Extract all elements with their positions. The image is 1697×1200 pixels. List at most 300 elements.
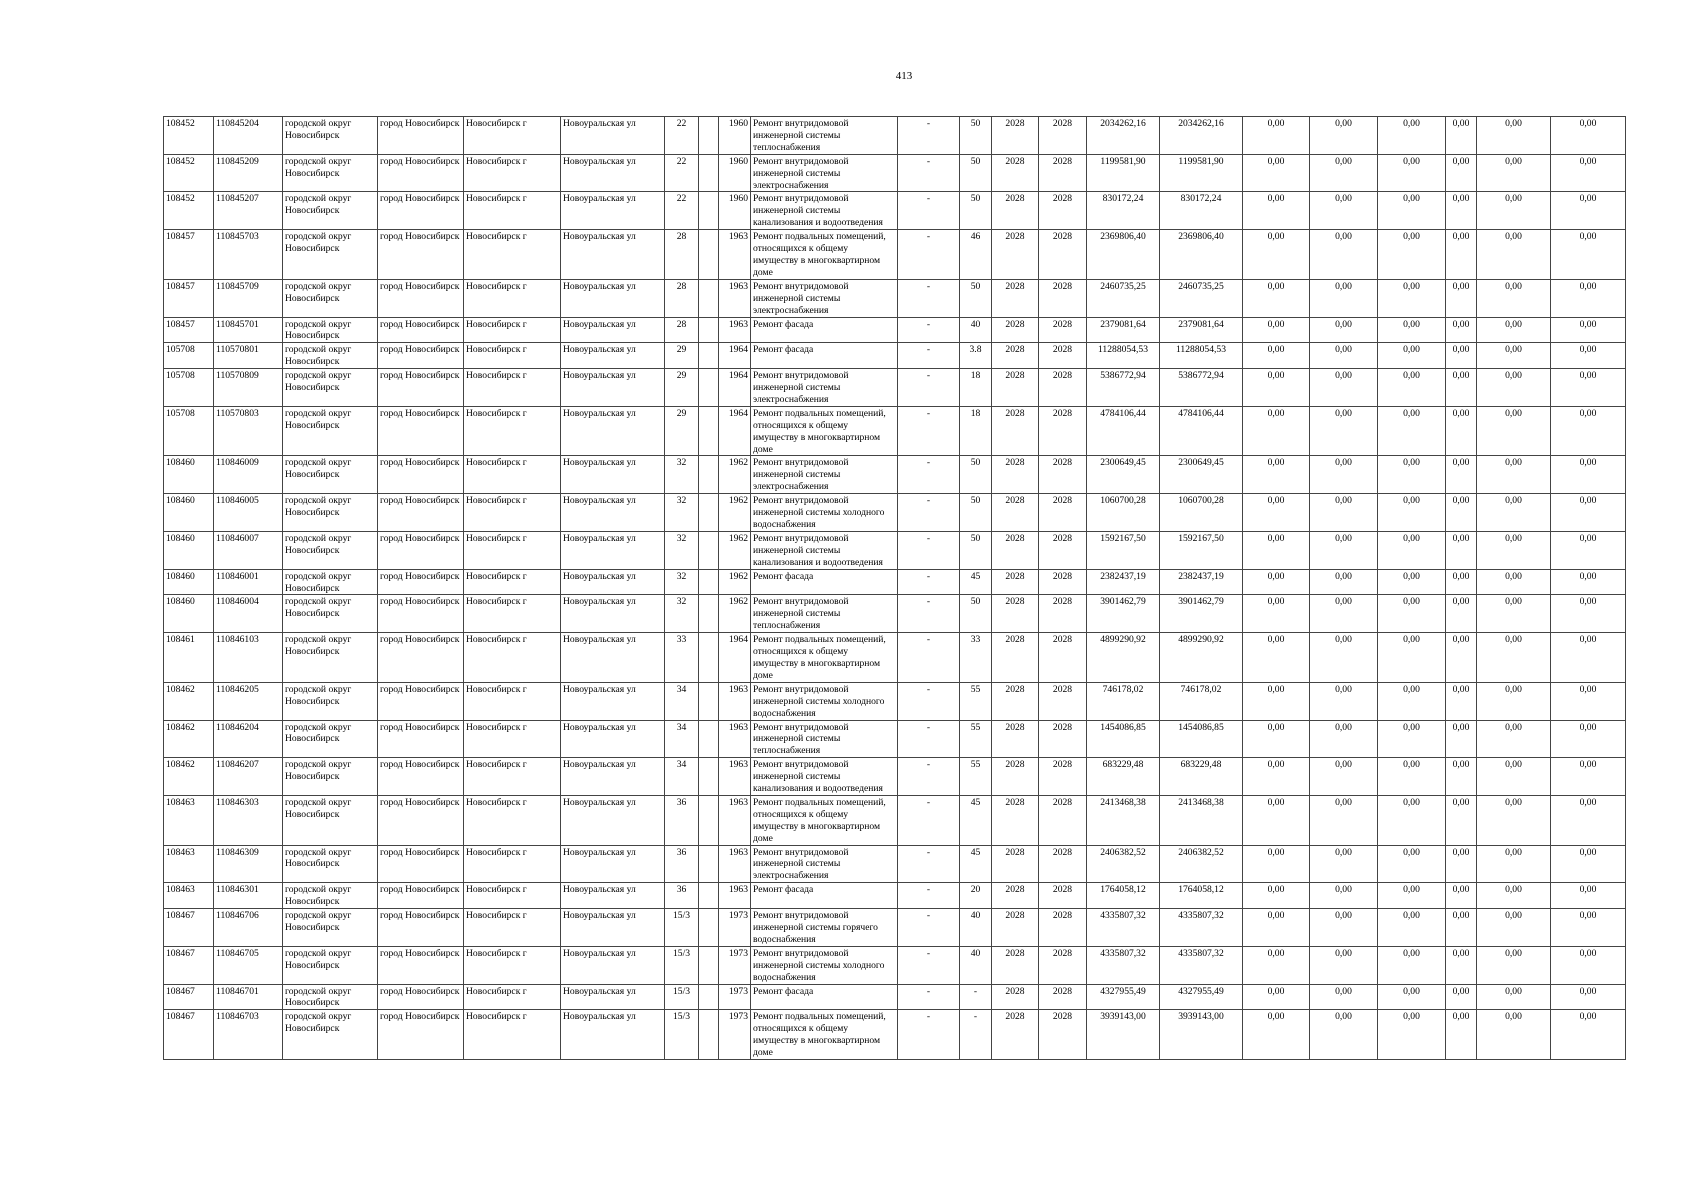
value-cell-4: 0,00 bbox=[1446, 343, 1477, 369]
cost-total-cell: 2413468,38 bbox=[1087, 795, 1160, 845]
cost-fund-cell: 4784106,44 bbox=[1160, 406, 1243, 456]
value-cell-5: 0,00 bbox=[1477, 369, 1551, 407]
house-number-cell: 15/3 bbox=[665, 909, 699, 947]
value-cell-1: 0,00 bbox=[1243, 883, 1310, 909]
wear-cell: 50 bbox=[960, 117, 992, 155]
value-cell-1: 0,00 bbox=[1243, 154, 1310, 192]
work-type-cell: Ремонт подвальных помещений, относящихся к общему имуществу в многоквартирном доме bbox=[751, 1010, 898, 1060]
value-cell-1: 0,00 bbox=[1243, 682, 1310, 720]
district-cell: городской округ Новосибирск bbox=[283, 456, 378, 494]
settlement-cell: город Новосибирск bbox=[378, 595, 464, 633]
work-type-cell: Ремонт внутридомовой инженерной системы теплоснабжения bbox=[751, 720, 898, 758]
work-id-cell: 110846303 bbox=[214, 795, 283, 845]
value-cell-1: 0,00 bbox=[1243, 117, 1310, 155]
house-id-cell: 108463 bbox=[164, 845, 214, 883]
value-cell-3: 0,00 bbox=[1378, 569, 1446, 595]
house-id-cell: 108462 bbox=[164, 758, 214, 796]
work-id-cell: 110846301 bbox=[214, 883, 283, 909]
value-cell-4: 0,00 bbox=[1446, 720, 1477, 758]
table-row bbox=[164, 117, 1626, 155]
work-type-cell: Ремонт фасада bbox=[751, 343, 898, 369]
work-type-cell: Ремонт внутридомовой инженерной системы холодного водоснабжения bbox=[751, 494, 898, 532]
value-cell-2: 0,00 bbox=[1310, 117, 1378, 155]
value-cell-3: 0,00 bbox=[1378, 456, 1446, 494]
table-row bbox=[164, 369, 1626, 407]
house-id-cell: 108457 bbox=[164, 279, 214, 317]
wear-cell: 45 bbox=[960, 569, 992, 595]
settlement-cell: город Новосибирск bbox=[378, 984, 464, 1010]
work-id-cell: 110846204 bbox=[214, 720, 283, 758]
work-id-cell: 110846009 bbox=[214, 456, 283, 494]
value-cell-2: 0,00 bbox=[1310, 406, 1378, 456]
dash-cell: - bbox=[898, 720, 960, 758]
house-id-cell: 108452 bbox=[164, 154, 214, 192]
city-cell: Новосибирск г bbox=[464, 154, 561, 192]
dash-cell: - bbox=[898, 531, 960, 569]
work-id-cell: 110846007 bbox=[214, 531, 283, 569]
house-number-cell: 34 bbox=[665, 720, 699, 758]
work-type-cell: Ремонт подвальных помещений, относящихся к общему имуществу в многоквартирном доме bbox=[751, 795, 898, 845]
work-id-cell: 110846701 bbox=[214, 984, 283, 1010]
house-letter-cell bbox=[699, 117, 719, 155]
city-cell: Новосибирск г bbox=[464, 230, 561, 280]
year-end-cell: 2028 bbox=[1039, 494, 1087, 532]
year-end-cell: 2028 bbox=[1039, 984, 1087, 1010]
dash-cell: - bbox=[898, 595, 960, 633]
city-cell: Новосибирск г bbox=[464, 1010, 561, 1060]
value-cell-4: 0,00 bbox=[1446, 845, 1477, 883]
value-cell-5: 0,00 bbox=[1477, 633, 1551, 683]
value-cell-6: 0,00 bbox=[1551, 154, 1626, 192]
dash-cell: - bbox=[898, 633, 960, 683]
build-year-cell: 1973 bbox=[719, 946, 751, 984]
work-type-cell: Ремонт внутридомовой инженерной системы электроснабжения bbox=[751, 845, 898, 883]
value-cell-2: 0,00 bbox=[1310, 1010, 1378, 1060]
value-cell-5: 0,00 bbox=[1477, 117, 1551, 155]
value-cell-4: 0,00 bbox=[1446, 569, 1477, 595]
house-id-cell: 105708 bbox=[164, 406, 214, 456]
page-number: 413 bbox=[895, 70, 913, 82]
value-cell-6: 0,00 bbox=[1551, 117, 1626, 155]
cost-total-cell: 2034262,16 bbox=[1087, 117, 1160, 155]
street-cell: Новоуральская ул bbox=[561, 317, 665, 343]
year-start-cell: 2028 bbox=[992, 154, 1039, 192]
city-cell: Новосибирск г bbox=[464, 883, 561, 909]
year-end-cell: 2028 bbox=[1039, 909, 1087, 947]
year-end-cell: 2028 bbox=[1039, 1010, 1087, 1060]
house-number-cell: 36 bbox=[665, 883, 699, 909]
work-type-cell: Ремонт фасада bbox=[751, 883, 898, 909]
house-id-cell: 108467 bbox=[164, 946, 214, 984]
wear-cell: 55 bbox=[960, 758, 992, 796]
district-cell: городской округ Новосибирск bbox=[283, 909, 378, 947]
house-number-cell: 34 bbox=[665, 682, 699, 720]
work-id-cell: 110845703 bbox=[214, 230, 283, 280]
dash-cell: - bbox=[898, 369, 960, 407]
year-start-cell: 2028 bbox=[992, 192, 1039, 230]
work-type-cell: Ремонт подвальных помещений, относящихся к общему имуществу в многоквартирном доме bbox=[751, 633, 898, 683]
house-number-cell: 33 bbox=[665, 633, 699, 683]
street-cell: Новоуральская ул bbox=[561, 845, 665, 883]
value-cell-6: 0,00 bbox=[1551, 569, 1626, 595]
value-cell-4: 0,00 bbox=[1446, 369, 1477, 407]
cost-total-cell: 4899290,92 bbox=[1087, 633, 1160, 683]
wear-cell: 55 bbox=[960, 720, 992, 758]
year-start-cell: 2028 bbox=[992, 1010, 1039, 1060]
house-letter-cell bbox=[699, 845, 719, 883]
city-cell: Новосибирск г bbox=[464, 369, 561, 407]
year-end-cell: 2028 bbox=[1039, 758, 1087, 796]
value-cell-4: 0,00 bbox=[1446, 230, 1477, 280]
table-row bbox=[164, 494, 1626, 532]
work-id-cell: 110570801 bbox=[214, 343, 283, 369]
value-cell-6: 0,00 bbox=[1551, 909, 1626, 947]
year-start-cell: 2028 bbox=[992, 758, 1039, 796]
value-cell-3: 0,00 bbox=[1378, 279, 1446, 317]
house-letter-cell bbox=[699, 946, 719, 984]
cost-fund-cell: 2382437,19 bbox=[1160, 569, 1243, 595]
wear-cell: 50 bbox=[960, 595, 992, 633]
value-cell-6: 0,00 bbox=[1551, 883, 1626, 909]
settlement-cell: город Новосибирск bbox=[378, 369, 464, 407]
district-cell: городской округ Новосибирск bbox=[283, 531, 378, 569]
table-row bbox=[164, 845, 1626, 883]
house-number-cell: 15/3 bbox=[665, 984, 699, 1010]
year-end-cell: 2028 bbox=[1039, 192, 1087, 230]
city-cell: Новосибирск г bbox=[464, 984, 561, 1010]
value-cell-4: 0,00 bbox=[1446, 406, 1477, 456]
table-row bbox=[164, 279, 1626, 317]
value-cell-6: 0,00 bbox=[1551, 595, 1626, 633]
value-cell-6: 0,00 bbox=[1551, 406, 1626, 456]
year-end-cell: 2028 bbox=[1039, 456, 1087, 494]
house-number-cell: 36 bbox=[665, 845, 699, 883]
street-cell: Новоуральская ул bbox=[561, 343, 665, 369]
value-cell-3: 0,00 bbox=[1378, 531, 1446, 569]
work-id-cell: 110570809 bbox=[214, 369, 283, 407]
cost-total-cell: 1454086,85 bbox=[1087, 720, 1160, 758]
street-cell: Новоуральская ул bbox=[561, 795, 665, 845]
wear-cell: 45 bbox=[960, 795, 992, 845]
street-cell: Новоуральская ул bbox=[561, 595, 665, 633]
build-year-cell: 1962 bbox=[719, 569, 751, 595]
value-cell-1: 0,00 bbox=[1243, 795, 1310, 845]
district-cell: городской округ Новосибирск bbox=[283, 984, 378, 1010]
district-cell: городской округ Новосибирск bbox=[283, 883, 378, 909]
house-number-cell: 22 bbox=[665, 154, 699, 192]
table-row bbox=[164, 984, 1626, 1010]
settlement-cell: город Новосибирск bbox=[378, 758, 464, 796]
house-letter-cell bbox=[699, 1010, 719, 1060]
cost-fund-cell: 1199581,90 bbox=[1160, 154, 1243, 192]
value-cell-4: 0,00 bbox=[1446, 192, 1477, 230]
house-letter-cell bbox=[699, 279, 719, 317]
value-cell-5: 0,00 bbox=[1477, 456, 1551, 494]
value-cell-4: 0,00 bbox=[1446, 633, 1477, 683]
street-cell: Новоуральская ул bbox=[561, 1010, 665, 1060]
house-letter-cell bbox=[699, 633, 719, 683]
house-id-cell: 108462 bbox=[164, 720, 214, 758]
value-cell-5: 0,00 bbox=[1477, 758, 1551, 796]
value-cell-5: 0,00 bbox=[1477, 984, 1551, 1010]
district-cell: городской округ Новосибирск bbox=[283, 682, 378, 720]
house-number-cell: 36 bbox=[665, 795, 699, 845]
value-cell-6: 0,00 bbox=[1551, 192, 1626, 230]
settlement-cell: город Новосибирск bbox=[378, 883, 464, 909]
work-type-cell: Ремонт внутридомовой инженерной системы электроснабжения bbox=[751, 369, 898, 407]
value-cell-3: 0,00 bbox=[1378, 406, 1446, 456]
value-cell-3: 0,00 bbox=[1378, 317, 1446, 343]
value-cell-2: 0,00 bbox=[1310, 531, 1378, 569]
value-cell-5: 0,00 bbox=[1477, 569, 1551, 595]
value-cell-2: 0,00 bbox=[1310, 317, 1378, 343]
work-type-cell: Ремонт внутридомовой инженерной системы холодного водоснабжения bbox=[751, 682, 898, 720]
year-start-cell: 2028 bbox=[992, 883, 1039, 909]
city-cell: Новосибирск г bbox=[464, 795, 561, 845]
year-start-cell: 2028 bbox=[992, 456, 1039, 494]
value-cell-5: 0,00 bbox=[1477, 154, 1551, 192]
wear-cell: 50 bbox=[960, 456, 992, 494]
cost-fund-cell: 2413468,38 bbox=[1160, 795, 1243, 845]
city-cell: Новосибирск г bbox=[464, 633, 561, 683]
dash-cell: - bbox=[898, 984, 960, 1010]
cost-fund-cell: 746178,02 bbox=[1160, 682, 1243, 720]
work-id-cell: 110845209 bbox=[214, 154, 283, 192]
wear-cell: 18 bbox=[960, 369, 992, 407]
year-start-cell: 2028 bbox=[992, 795, 1039, 845]
wear-cell: 45 bbox=[960, 845, 992, 883]
table-row bbox=[164, 883, 1626, 909]
dash-cell: - bbox=[898, 154, 960, 192]
house-number-cell: 28 bbox=[665, 230, 699, 280]
value-cell-1: 0,00 bbox=[1243, 595, 1310, 633]
cost-total-cell: 3901462,79 bbox=[1087, 595, 1160, 633]
year-start-cell: 2028 bbox=[992, 595, 1039, 633]
table-row bbox=[164, 682, 1626, 720]
house-letter-cell bbox=[699, 494, 719, 532]
dash-cell: - bbox=[898, 845, 960, 883]
value-cell-3: 0,00 bbox=[1378, 369, 1446, 407]
value-cell-1: 0,00 bbox=[1243, 845, 1310, 883]
cost-total-cell: 4327955,49 bbox=[1087, 984, 1160, 1010]
build-year-cell: 1963 bbox=[719, 720, 751, 758]
street-cell: Новоуральская ул bbox=[561, 984, 665, 1010]
city-cell: Новосибирск г bbox=[464, 531, 561, 569]
work-id-cell: 110846103 bbox=[214, 633, 283, 683]
value-cell-3: 0,00 bbox=[1378, 984, 1446, 1010]
district-cell: городской округ Новосибирск bbox=[283, 117, 378, 155]
dash-cell: - bbox=[898, 758, 960, 796]
value-cell-5: 0,00 bbox=[1477, 795, 1551, 845]
value-cell-2: 0,00 bbox=[1310, 230, 1378, 280]
city-cell: Новосибирск г bbox=[464, 343, 561, 369]
cost-fund-cell: 830172,24 bbox=[1160, 192, 1243, 230]
district-cell: городской округ Новосибирск bbox=[283, 230, 378, 280]
value-cell-1: 0,00 bbox=[1243, 456, 1310, 494]
build-year-cell: 1963 bbox=[719, 845, 751, 883]
cost-total-cell: 4335807,32 bbox=[1087, 946, 1160, 984]
wear-cell: 40 bbox=[960, 317, 992, 343]
value-cell-4: 0,00 bbox=[1446, 154, 1477, 192]
value-cell-6: 0,00 bbox=[1551, 633, 1626, 683]
settlement-cell: город Новосибирск bbox=[378, 633, 464, 683]
value-cell-2: 0,00 bbox=[1310, 369, 1378, 407]
street-cell: Новоуральская ул bbox=[561, 909, 665, 947]
value-cell-6: 0,00 bbox=[1551, 984, 1626, 1010]
dash-cell: - bbox=[898, 317, 960, 343]
cost-total-cell: 2300649,45 bbox=[1087, 456, 1160, 494]
settlement-cell: город Новосибирск bbox=[378, 569, 464, 595]
value-cell-2: 0,00 bbox=[1310, 946, 1378, 984]
year-start-cell: 2028 bbox=[992, 494, 1039, 532]
dash-cell: - bbox=[898, 117, 960, 155]
work-type-cell: Ремонт фасада bbox=[751, 984, 898, 1010]
settlement-cell: город Новосибирск bbox=[378, 795, 464, 845]
table-row bbox=[164, 720, 1626, 758]
house-letter-cell bbox=[699, 909, 719, 947]
district-cell: городской округ Новосибирск bbox=[283, 845, 378, 883]
district-cell: городской округ Новосибирск bbox=[283, 317, 378, 343]
value-cell-5: 0,00 bbox=[1477, 595, 1551, 633]
table-row bbox=[164, 569, 1626, 595]
table-row bbox=[164, 343, 1626, 369]
wear-cell: 3.8 bbox=[960, 343, 992, 369]
value-cell-6: 0,00 bbox=[1551, 494, 1626, 532]
district-cell: городской округ Новосибирск bbox=[283, 192, 378, 230]
value-cell-3: 0,00 bbox=[1378, 845, 1446, 883]
street-cell: Новоуральская ул bbox=[561, 456, 665, 494]
year-end-cell: 2028 bbox=[1039, 682, 1087, 720]
year-start-cell: 2028 bbox=[992, 984, 1039, 1010]
value-cell-4: 0,00 bbox=[1446, 494, 1477, 532]
street-cell: Новоуральская ул bbox=[561, 758, 665, 796]
table-row bbox=[164, 946, 1626, 984]
cost-fund-cell: 4335807,32 bbox=[1160, 909, 1243, 947]
value-cell-1: 0,00 bbox=[1243, 720, 1310, 758]
city-cell: Новосибирск г bbox=[464, 317, 561, 343]
value-cell-4: 0,00 bbox=[1446, 984, 1477, 1010]
value-cell-3: 0,00 bbox=[1378, 595, 1446, 633]
table-row bbox=[164, 456, 1626, 494]
build-year-cell: 1964 bbox=[719, 343, 751, 369]
city-cell: Новосибирск г bbox=[464, 192, 561, 230]
settlement-cell: город Новосибирск bbox=[378, 317, 464, 343]
house-number-cell: 32 bbox=[665, 456, 699, 494]
value-cell-3: 0,00 bbox=[1378, 117, 1446, 155]
settlement-cell: город Новосибирск bbox=[378, 154, 464, 192]
dash-cell: - bbox=[898, 569, 960, 595]
cost-fund-cell: 4335807,32 bbox=[1160, 946, 1243, 984]
value-cell-1: 0,00 bbox=[1243, 192, 1310, 230]
build-year-cell: 1962 bbox=[719, 494, 751, 532]
house-id-cell: 108462 bbox=[164, 682, 214, 720]
build-year-cell: 1963 bbox=[719, 758, 751, 796]
table-row bbox=[164, 317, 1626, 343]
settlement-cell: город Новосибирск bbox=[378, 117, 464, 155]
build-year-cell: 1963 bbox=[719, 230, 751, 280]
value-cell-2: 0,00 bbox=[1310, 883, 1378, 909]
dash-cell: - bbox=[898, 946, 960, 984]
cost-fund-cell: 2460735,25 bbox=[1160, 279, 1243, 317]
street-cell: Новоуральская ул bbox=[561, 633, 665, 683]
cost-total-cell: 683229,48 bbox=[1087, 758, 1160, 796]
district-cell: городской округ Новосибирск bbox=[283, 343, 378, 369]
value-cell-2: 0,00 bbox=[1310, 845, 1378, 883]
city-cell: Новосибирск г bbox=[464, 494, 561, 532]
build-year-cell: 1962 bbox=[719, 595, 751, 633]
value-cell-4: 0,00 bbox=[1446, 946, 1477, 984]
value-cell-6: 0,00 bbox=[1551, 845, 1626, 883]
value-cell-5: 0,00 bbox=[1477, 494, 1551, 532]
dash-cell: - bbox=[898, 343, 960, 369]
city-cell: Новосибирск г bbox=[464, 406, 561, 456]
dash-cell: - bbox=[898, 883, 960, 909]
value-cell-6: 0,00 bbox=[1551, 682, 1626, 720]
build-year-cell: 1963 bbox=[719, 682, 751, 720]
table-row bbox=[164, 595, 1626, 633]
street-cell: Новоуральская ул bbox=[561, 720, 665, 758]
street-cell: Новоуральская ул bbox=[561, 192, 665, 230]
district-cell: городской округ Новосибирск bbox=[283, 494, 378, 532]
year-start-cell: 2028 bbox=[992, 720, 1039, 758]
house-number-cell: 32 bbox=[665, 595, 699, 633]
work-id-cell: 110845204 bbox=[214, 117, 283, 155]
value-cell-1: 0,00 bbox=[1243, 1010, 1310, 1060]
house-letter-cell bbox=[699, 154, 719, 192]
work-type-cell: Ремонт внутридомовой инженерной системы канализования и водоотведения bbox=[751, 758, 898, 796]
cost-total-cell: 1592167,50 bbox=[1087, 531, 1160, 569]
city-cell: Новосибирск г bbox=[464, 117, 561, 155]
value-cell-3: 0,00 bbox=[1378, 192, 1446, 230]
house-letter-cell bbox=[699, 531, 719, 569]
cost-fund-cell: 3901462,79 bbox=[1160, 595, 1243, 633]
house-id-cell: 108460 bbox=[164, 494, 214, 532]
cost-total-cell: 1199581,90 bbox=[1087, 154, 1160, 192]
house-id-cell: 108467 bbox=[164, 984, 214, 1010]
house-letter-cell bbox=[699, 317, 719, 343]
work-type-cell: Ремонт внутридомовой инженерной системы теплоснабжения bbox=[751, 595, 898, 633]
cost-total-cell: 4784106,44 bbox=[1087, 406, 1160, 456]
value-cell-2: 0,00 bbox=[1310, 984, 1378, 1010]
work-type-cell: Ремонт подвальных помещений, относящихся к общему имуществу в многоквартирном доме bbox=[751, 230, 898, 280]
house-number-cell: 29 bbox=[665, 406, 699, 456]
settlement-cell: город Новосибирск bbox=[378, 720, 464, 758]
year-end-cell: 2028 bbox=[1039, 369, 1087, 407]
value-cell-3: 0,00 bbox=[1378, 758, 1446, 796]
value-cell-5: 0,00 bbox=[1477, 720, 1551, 758]
table-row bbox=[164, 154, 1626, 192]
city-cell: Новосибирск г bbox=[464, 279, 561, 317]
district-cell: городской округ Новосибирск bbox=[283, 758, 378, 796]
year-start-cell: 2028 bbox=[992, 317, 1039, 343]
value-cell-6: 0,00 bbox=[1551, 230, 1626, 280]
value-cell-1: 0,00 bbox=[1243, 317, 1310, 343]
work-id-cell: 110846309 bbox=[214, 845, 283, 883]
value-cell-4: 0,00 bbox=[1446, 682, 1477, 720]
house-number-cell: 34 bbox=[665, 758, 699, 796]
work-id-cell: 110845207 bbox=[214, 192, 283, 230]
settlement-cell: город Новосибирск bbox=[378, 230, 464, 280]
house-letter-cell bbox=[699, 720, 719, 758]
district-cell: городской округ Новосибирск bbox=[283, 946, 378, 984]
build-year-cell: 1964 bbox=[719, 369, 751, 407]
house-number-cell: 32 bbox=[665, 494, 699, 532]
value-cell-4: 0,00 bbox=[1446, 1010, 1477, 1060]
value-cell-2: 0,00 bbox=[1310, 279, 1378, 317]
dash-cell: - bbox=[898, 682, 960, 720]
year-end-cell: 2028 bbox=[1039, 531, 1087, 569]
wear-cell: 50 bbox=[960, 531, 992, 569]
